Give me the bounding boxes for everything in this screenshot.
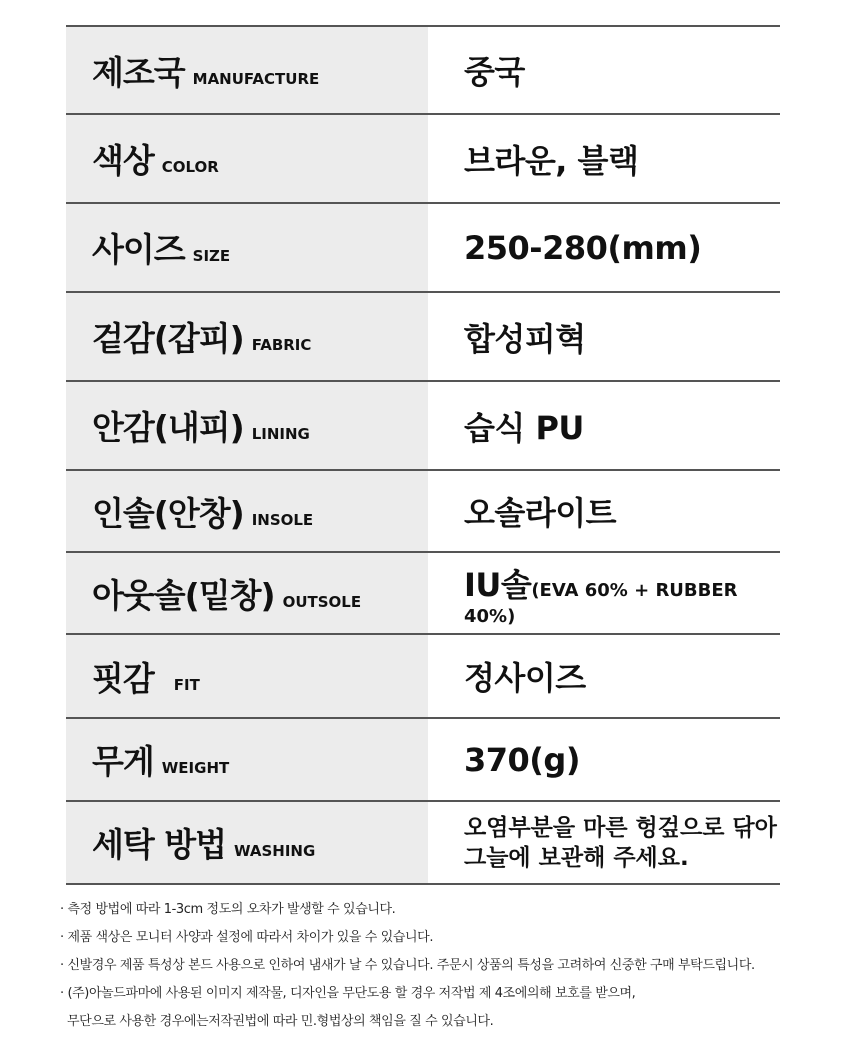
spec-value-cell	[428, 552, 780, 634]
spec-table	[66, 25, 780, 885]
spec-label-en: SIZE	[192, 247, 231, 265]
spec-value-cell	[428, 381, 780, 470]
spec-value-cell	[428, 114, 780, 203]
spec-label-ko: 안감(내피)	[92, 408, 244, 447]
spec-label-ko: 겉감(갑피)	[92, 319, 244, 358]
spec-label-en: WEIGHT	[161, 759, 230, 777]
spec-label-en: OUTSOLE	[282, 592, 362, 611]
spec-label-en: LINING	[251, 425, 310, 443]
spec-label-cell	[66, 381, 428, 470]
spec-row-washing	[66, 801, 780, 884]
spec-value: 습식 PU	[464, 408, 584, 447]
spec-row-insole	[66, 470, 780, 552]
spec-label-ko: 제조국	[92, 52, 185, 92]
notes-list	[60, 896, 800, 1036]
spec-value: 370(g)	[464, 740, 580, 779]
spec-value-cell	[428, 292, 780, 381]
spec-value-extra: (EVA 60% + RUBBER 40%)	[464, 579, 738, 627]
note-item: · (주)아놀드파마에 사용된 이미지 제작물, 디자인을 무단도용 할 경우 저작법 제 4조에의해 보호를 받으며,	[60, 986, 636, 1001]
spec-value-cell	[428, 801, 780, 884]
spec-label-cell	[66, 26, 428, 114]
spec-value-cell	[428, 718, 780, 801]
spec-row-weight	[66, 718, 780, 801]
spec-value: 중국	[464, 53, 525, 91]
spec-label-ko: 핏감	[92, 658, 154, 698]
note-item: · 제품 색상은 모니터 사양과 설정에 따라서 차이가 있을 수 있습니다.	[60, 930, 434, 945]
spec-row-color	[66, 114, 780, 203]
spec-label-cell	[66, 801, 428, 884]
spec-value: 브라운, 블랙	[464, 141, 639, 180]
spec-label-en: INSOLE	[251, 510, 314, 529]
spec-value: 오솔라이트	[464, 494, 617, 532]
spec-label-cell	[66, 114, 428, 203]
spec-label-cell	[66, 203, 428, 292]
spec-label-ko: 사이즈	[92, 230, 185, 269]
note-item-continued: 무단으로 사용한 경우에는저작권법에 따라 민.형법상의 책임을 질 수 있습니다.	[67, 1014, 494, 1029]
spec-value: 250-280(mm)	[464, 228, 702, 267]
spec-label-en: COLOR	[161, 158, 219, 176]
spec-value-cell	[428, 203, 780, 292]
spec-label-ko: 색상	[92, 141, 154, 180]
spec-value: 합성피혁	[464, 319, 586, 358]
spec-label-en: WASHING	[234, 842, 316, 860]
spec-row-fabric	[66, 292, 780, 381]
spec-value-line: 오염부분을 마른 헝겊으로 닦아	[464, 814, 777, 841]
spec-value-cell	[428, 470, 780, 552]
spec-label-cell	[66, 292, 428, 381]
spec-label-cell	[66, 552, 428, 634]
spec-label-cell	[66, 718, 428, 801]
spec-value-cell	[428, 634, 780, 718]
spec-label-en: FIT	[173, 675, 200, 694]
spec-label-ko: 아웃솔(밑창)	[92, 575, 275, 615]
spec-value: IU솔	[464, 565, 532, 604]
spec-value-line: 그늘에 보관해 주세요.	[464, 844, 689, 871]
spec-label-en: FABRIC	[251, 336, 312, 354]
spec-label-ko: 인솔(안창)	[92, 493, 244, 533]
spec-label-cell	[66, 634, 428, 718]
spec-value-cell	[428, 26, 780, 114]
spec-label-ko: 무게	[92, 742, 154, 781]
note-item: · 신발경우 제품 특성상 본드 사용으로 인하여 냄새가 날 수 있습니다. 주문시 상품의 특성을 고려하여 신중한 구매 부탁드립니다.	[60, 958, 755, 973]
spec-row-size	[66, 203, 780, 292]
spec-label-cell	[66, 470, 428, 552]
spec-row-lining	[66, 381, 780, 470]
spec-label-ko: 세탁 방법	[92, 825, 227, 864]
spec-row-fit	[66, 634, 780, 718]
note-item: · 측정 방법에 따라 1-3cm 정도의 오차가 발생할 수 있습니다.	[60, 902, 396, 917]
spec-value: 정사이즈	[464, 659, 586, 697]
spec-row-manufacture	[66, 26, 780, 114]
spec-label-en: MANUFACTURE	[192, 69, 320, 88]
spec-row-outsole	[66, 552, 780, 634]
spec-table-wrapper	[66, 25, 780, 885]
